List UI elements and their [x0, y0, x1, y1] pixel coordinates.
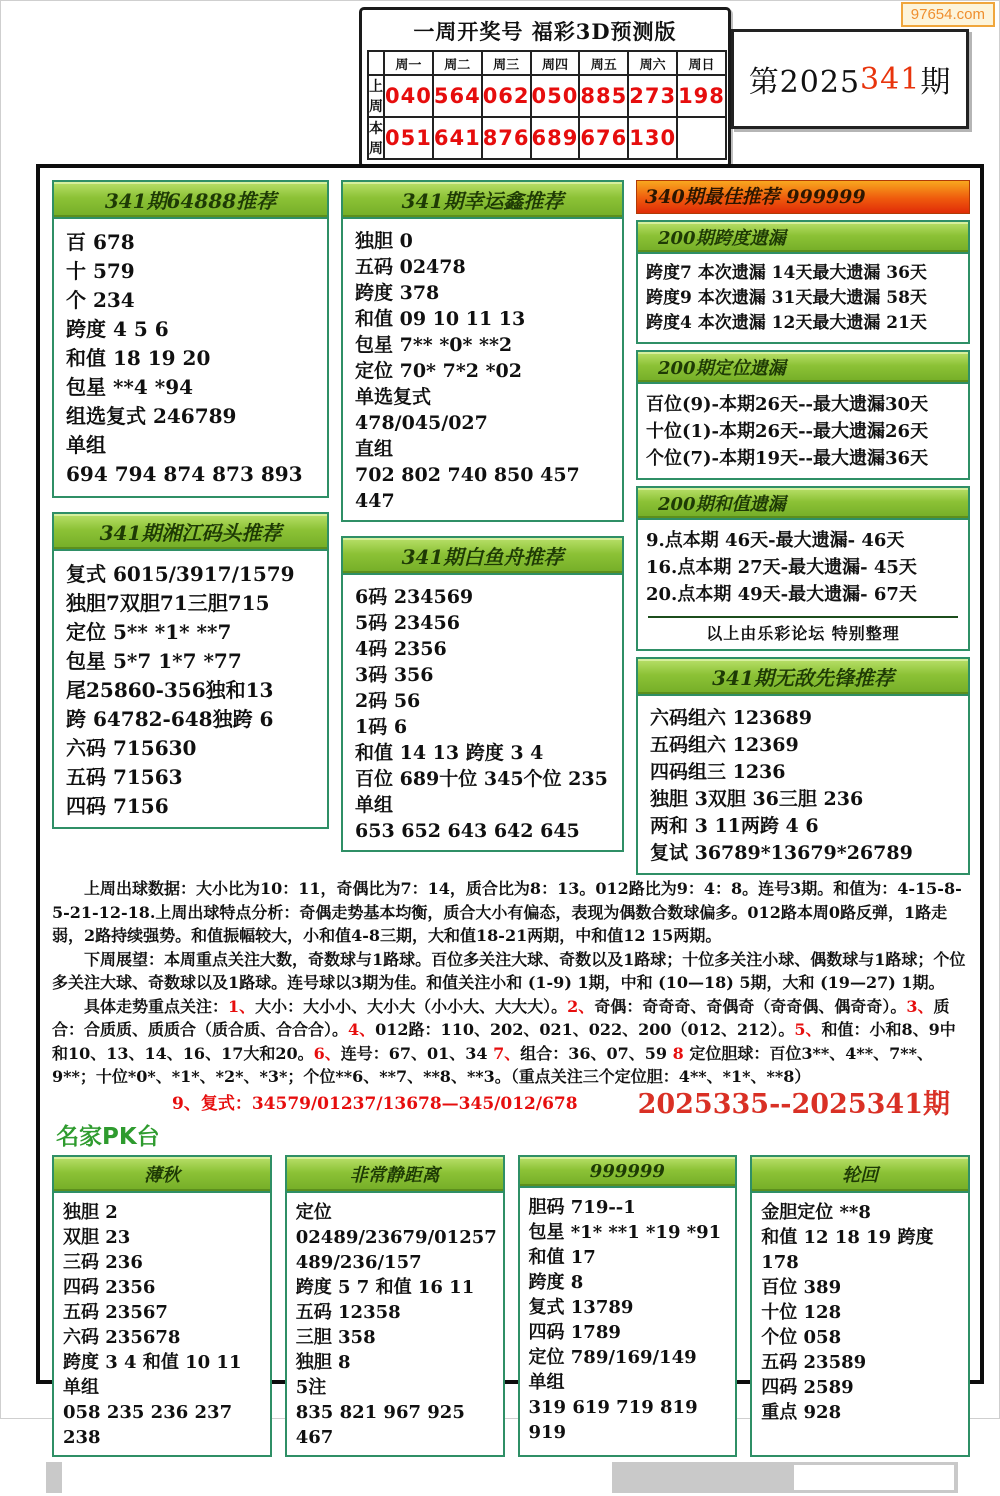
text-line: 单组 [63, 1377, 99, 1398]
text-line: 478/045/027 [355, 412, 488, 434]
pk-box-content [287, 1193, 503, 1455]
text-line: 6码 234569 [355, 586, 474, 608]
best-recommend-banner: 340期最佳推荐 999999 [636, 180, 970, 214]
text-line: 跨度 8 [528, 1272, 584, 1293]
text-line: 五码 71563 [66, 765, 183, 789]
text-line: 金胆定位 **8 [761, 1202, 871, 1223]
text-line: 单组 [355, 794, 394, 816]
text-line: 3码 356 [355, 664, 434, 686]
text-line: 653 652 643 642 645 [355, 820, 580, 842]
pk-boxes [52, 1155, 970, 1457]
pk-box-feichangjingjuli [285, 1155, 505, 1457]
text-line: 定位 70* 7*2 *02 [355, 360, 522, 382]
issue-number: 341 [860, 61, 921, 97]
text-segment: 4、 [348, 1020, 376, 1039]
weekly-draw-table [367, 50, 727, 160]
text-line: 百 678 [66, 230, 135, 254]
table-corner-cell [368, 51, 384, 75]
text-line: 个 234 [66, 288, 135, 312]
pk-box-content [54, 1193, 270, 1455]
text-line: 四码 7156 [66, 794, 169, 818]
pk-box-boqiu [52, 1155, 272, 1457]
weekly-draw-title: 一周开奖号 福彩3D预测版 [413, 19, 677, 44]
text-line: 定位 5** *1* **7 [66, 620, 232, 644]
text-line: 复试 36789*13679*26789 [650, 842, 913, 864]
pk-box-title: 轮回 [752, 1157, 968, 1193]
draw-number-cell: 062 [482, 75, 531, 117]
text-line: 包星 **4 *94 [66, 375, 194, 399]
pk-section [52, 1118, 970, 1457]
weekday-header-cell: 周四 [531, 51, 580, 75]
source-note: 以上由乐彩论坛 特别整理 [648, 616, 958, 649]
text-line: 16.点本期 27天-最大遗漏- 45天 [646, 557, 917, 578]
text-segment: 质合：合质质、质质合（质合质、合合合）。 [52, 996, 950, 1039]
text-line: 复式 6015/3917/1579 [66, 562, 295, 586]
row-label-cell: 本周 [368, 117, 384, 159]
site-watermark[interactable]: 97654.com [901, 2, 995, 27]
text-line: 489/236/157 [295, 1252, 422, 1273]
issue-suffix: 期 [920, 65, 952, 100]
text-line: 五码 23589 [761, 1352, 867, 1373]
text-line: 双胆 23 [63, 1227, 131, 1248]
draw-number-cell: 676 [579, 117, 628, 159]
text-line: 五码 02478 [355, 256, 466, 278]
text-line: 835 821 967 925 467 [295, 1402, 465, 1448]
text-line: 独胆 0 [355, 230, 413, 252]
prediction-box-content [54, 219, 327, 496]
text-line: 个位 058 [761, 1327, 842, 1348]
prediction-box-title: 341期无敌先锋推荐 [638, 659, 968, 696]
text-line: 独胆 3双胆 36三胆 236 [650, 788, 864, 810]
text-line: 单选复式 [355, 386, 432, 408]
span-miss-title: 200期跨度遗漏 [638, 222, 968, 254]
draw-number-cell: 198 [677, 75, 726, 117]
text-line: 058 235 236 237 238 [63, 1402, 233, 1448]
text-segment: 7、 [493, 1043, 521, 1063]
prediction-box-64888 [52, 180, 329, 498]
draw-number-cell [677, 117, 726, 159]
text-line: 六码 235678 [63, 1327, 181, 1348]
span-miss-content [638, 254, 968, 342]
column-middle [341, 180, 624, 875]
text-segment: 定位胆球：百位3**、4**、7**、9**；十位*0*、*1*、*2*、*3*；个位**6、**7、**8、**3。（重点关注三个定位胆：4**、*1*、**8） [52, 1043, 933, 1086]
text-line: 跨度 378 [355, 282, 440, 304]
analysis-paragraph-4: 9、复式：34579/01237/13678—345/012/678 [172, 1093, 578, 1114]
text-segment: 2、 [567, 996, 595, 1016]
draw-number-cell: 130 [628, 117, 677, 159]
text-line: 和值 14 13 跨度 3 4 [355, 742, 544, 764]
draw-number-cell: 040 [384, 75, 433, 117]
text-segment: 3、 [906, 996, 934, 1016]
draw-number-cell: 641 [433, 117, 482, 159]
weekday-header-cell: 周二 [433, 51, 482, 75]
text-line: 和值 12 18 19 跨度 178 [761, 1227, 934, 1273]
text-line: 胆码 719--1 [528, 1197, 636, 1218]
text-segment: 和值：小和8、9中和10、13、14、16、17大和20。 [52, 1020, 956, 1063]
text-line: 两和 3 11两跨 4 6 [650, 815, 819, 837]
table-row [368, 117, 726, 159]
prediction-box-content [343, 219, 622, 520]
draw-number-cell: 564 [433, 75, 482, 117]
text-segment: 5、 [794, 1020, 822, 1039]
sum-miss-content [638, 520, 968, 614]
text-line: 02489/23679/01257 [295, 1227, 497, 1248]
text-line: 十 579 [66, 259, 135, 283]
text-line: 跨 64782-648独跨 6 [66, 707, 274, 731]
text-line: 702 802 740 850 457 447 [355, 464, 580, 512]
span-miss-box [636, 220, 970, 344]
weekday-header-cell: 周五 [579, 51, 628, 75]
text-line: 和值 18 19 20 [66, 346, 211, 370]
weekly-draw-box [359, 7, 731, 168]
text-line: 跨度9 本次遗漏 31天最大遗漏 58天 [646, 288, 927, 308]
text-line: 单组 [66, 433, 106, 457]
text-line: 319 619 719 819 919 [528, 1397, 698, 1443]
main-frame [36, 164, 984, 1448]
text-line: 个位(7)-本期19天--最大遗漏36天 [646, 448, 929, 469]
analysis-paragraph-1: 上周出球数据：大小比为10：11，奇偶比为7：14，质合比为8：13。012路比为9：4：8。连号3期。和值为：4-15-8-5-21-12-18.上周出球特点分析：奇偶走势基本均衡，质合大小有偏态，表现为偶数合数球偏多。012路本周0路反弹，1路走弱，2路持续强势。和值振幅较大，小和值4-8三期，大和值18-21两期，中和值12 15两期。 [52, 879, 962, 945]
draw-number-cell: 273 [628, 75, 677, 117]
table-row [368, 75, 726, 117]
analysis-section [52, 877, 970, 1120]
text-line: 五码组六 12369 [650, 734, 799, 756]
analysis-row-4 [52, 1088, 970, 1120]
pk-box-title: 薄秋 [54, 1157, 270, 1193]
text-line: 单组 [528, 1372, 565, 1393]
text-line: 六码 715630 [66, 736, 197, 760]
text-line: 六码组六 123689 [650, 707, 812, 729]
position-miss-title: 200期定位遗漏 [638, 352, 968, 384]
text-segment: 奇偶：奇奇奇、奇偶奇（奇奇偶、偶奇奇）。 [594, 996, 907, 1016]
sum-miss-box [636, 486, 970, 651]
text-line: 和值 09 10 11 13 [355, 308, 526, 330]
prediction-box-title: 341期白鱼舟推荐 [343, 538, 622, 575]
text-line: 定位 [295, 1202, 332, 1223]
position-miss-content [638, 384, 968, 478]
prediction-box-baiyuzhou [341, 536, 624, 852]
sum-miss-title: 200期和值遗漏 [638, 488, 968, 520]
text-segment: 012路：110、202、021、022、200（012、212）。 [375, 1020, 795, 1039]
column-left [52, 180, 329, 875]
text-line: 直组 [355, 438, 394, 460]
draw-number-cell: 876 [482, 117, 531, 159]
text-line: 1码 6 [355, 716, 408, 738]
text-line: 跨度 4 5 6 [66, 317, 169, 341]
text-line: 跨度 3 4 和值 10 11 [63, 1352, 242, 1373]
text-line: 五码 12358 [295, 1302, 401, 1323]
text-line: 五码 23567 [63, 1302, 168, 1323]
text-line: 跨度4 本次遗漏 12天最大遗漏 21天 [646, 313, 927, 333]
prediction-columns [52, 180, 970, 875]
draw-number-cell: 885 [579, 75, 628, 117]
weekday-header-cell: 周日 [677, 51, 726, 75]
text-line: 复式 13789 [528, 1297, 634, 1318]
weekday-header-cell: 周六 [628, 51, 677, 75]
white-inset [794, 1465, 954, 1490]
gray-block-left [46, 1462, 62, 1493]
text-line: 组选复式 246789 [66, 404, 237, 428]
draw-number-cell: 050 [531, 75, 580, 117]
text-line: 包星 7** *0* **2 [355, 334, 513, 356]
pk-section-title: 名家PK台 [56, 1124, 160, 1150]
text-line: 四码 2589 [761, 1377, 854, 1398]
text-line: 跨度 5 7 和值 16 11 [295, 1277, 475, 1298]
analysis-paragraph-2: 下周展望：本周重点关注大数，奇数球与1路球。百位多关注大球、奇数以及1路球；十位多关注小球、偶数球与1路球；个位多关注大球、奇数球以及1路球。连号球以3期为佳。和值关注小和 (1-9) 1期，中和 (10—18) 5期，大和 (19—27) 1期。 [52, 949, 966, 992]
text-segment: 连号：67、01、34 [340, 1043, 494, 1063]
pk-box-999999 [518, 1155, 738, 1457]
prediction-box-content [638, 696, 968, 873]
text-line: 四码组三 1236 [650, 761, 786, 783]
bottom-strip [52, 1462, 970, 1496]
text-line: 5注 [295, 1377, 327, 1398]
text-line: 重点 928 [761, 1402, 842, 1423]
pk-box-content [520, 1188, 736, 1450]
text-line: 三胆 358 [295, 1327, 376, 1348]
text-line: 9.点本期 46天-最大遗漏- 46天 [646, 530, 905, 551]
prediction-box-xingyunxin [341, 180, 624, 522]
analysis-paragraph-3 [52, 995, 970, 1089]
issue-number-box [731, 29, 969, 129]
text-line: 百位 389 [761, 1277, 842, 1298]
text-line: 独胆 8 [295, 1352, 351, 1373]
text-segment: 组合：36、07、59 [520, 1043, 673, 1063]
text-line: 十位 128 [761, 1302, 842, 1323]
text-line: 定位 789/169/149 [528, 1347, 697, 1368]
prediction-box-content [343, 575, 622, 850]
text-line: 20.点本期 49天-最大遗漏- 67天 [646, 584, 917, 605]
prediction-box-title: 341期湘江码头推荐 [54, 514, 327, 551]
draw-number-cell: 051 [384, 117, 433, 159]
text-line: 尾25860-356独和13 [66, 678, 274, 702]
text-line: 百位 689十位 345个位 235 [355, 768, 608, 790]
text-line: 和值 17 [528, 1247, 596, 1268]
position-miss-box [636, 350, 970, 480]
text-segment: 大小：大小小、大小大（小小大、大大大）。 [255, 996, 568, 1016]
weekday-header-cell: 周三 [482, 51, 531, 75]
pk-box-content [752, 1193, 968, 1431]
text-segment: 8 [672, 1043, 690, 1063]
text-line: 四码 2356 [63, 1277, 156, 1298]
prediction-box-content [54, 551, 327, 827]
text-line: 四码 1789 [528, 1322, 621, 1343]
prediction-box-vanguard [636, 657, 970, 875]
text-segment: 具体走势重点关注： [84, 996, 229, 1016]
text-line: 十位(1)-本期26天--最大遗漏26天 [646, 421, 929, 442]
text-line: 百位(9)-本期26天--最大遗漏30天 [646, 394, 929, 415]
text-line: 独胆7双胆71三胆715 [66, 591, 270, 615]
weekday-header-cell: 周一 [384, 51, 433, 75]
text-line: 4码 2356 [355, 638, 447, 660]
text-segment: 1、 [228, 996, 256, 1016]
text-line: 包星 5*7 1*7 *77 [66, 649, 242, 673]
text-line: 跨度7 本次遗漏 14天最大遗漏 36天 [646, 263, 927, 283]
prediction-box-title: 341期64888推荐 [54, 182, 327, 219]
text-line: 5码 23456 [355, 612, 460, 634]
pk-box-lunhui [750, 1155, 970, 1457]
prediction-box-title: 341期幸运鑫推荐 [343, 182, 622, 219]
pk-box-title: 999999 [520, 1157, 736, 1188]
row-label-cell: 上周 [368, 75, 384, 117]
text-line: 694 794 874 873 893 [66, 462, 303, 486]
text-line: 三码 236 [63, 1252, 143, 1273]
column-right [636, 180, 970, 875]
draw-number-cell: 689 [531, 117, 580, 159]
text-line: 2码 56 [355, 690, 421, 712]
pk-box-title: 非常静距离 [287, 1157, 503, 1193]
prediction-box-xiangjiang [52, 512, 329, 829]
text-segment: 6、 [313, 1043, 341, 1063]
issue-prefix: 第2025 [748, 65, 861, 100]
issue-range: 2025335--2025341期 [637, 1088, 950, 1120]
text-line: 独胆 2 [63, 1202, 118, 1223]
text-line: 包星 *1* **1 *19 *91 [528, 1222, 722, 1243]
